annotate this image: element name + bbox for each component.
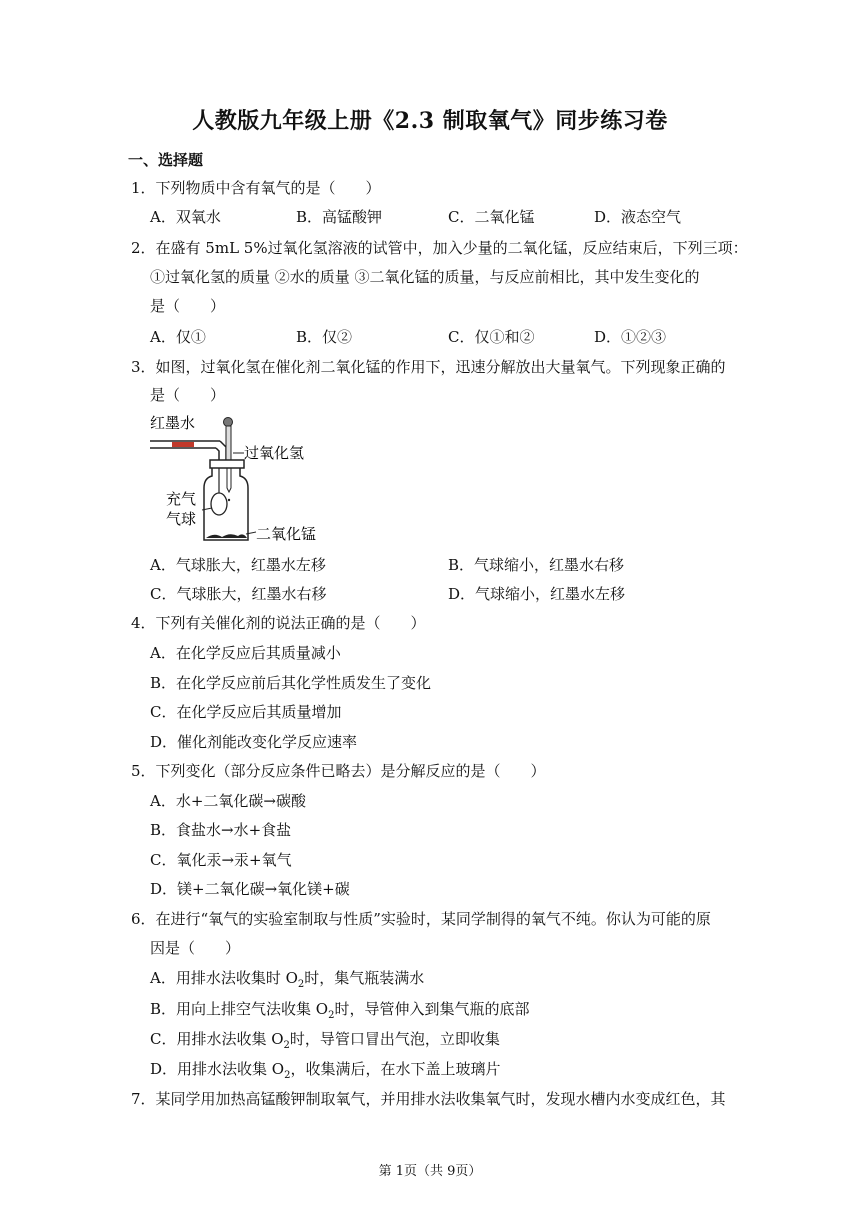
q2-option-c: C．仅①和② — [448, 328, 535, 346]
q1-option-a: A．双氧水 — [150, 208, 221, 226]
q6-option-b: B．用向上排空气法收集 $O_2$时，导管伸入到集气瓶的底部 — [150, 1000, 530, 1021]
q6-option-d: D．用排水法收集 $O_2$，收集满后，在水下盖上玻璃片 — [150, 1060, 501, 1081]
question-6-line-2: 因是（ ） — [150, 939, 241, 957]
section-heading: 一、选择题 — [128, 151, 204, 169]
q2-option-a: A．仅① — [150, 328, 206, 346]
page-footer: 第 1页（共 9页） — [378, 1164, 482, 1179]
q3-option-b: B．气球缩小，红墨水右移 — [448, 556, 625, 574]
red-ink-drop — [172, 442, 194, 447]
q4-option-c: C．在化学反应后其质量增加 — [150, 703, 342, 721]
label-manganese-dioxide: 二氧化锰 — [256, 525, 317, 543]
label-hydrogen-peroxide: 过氧化氢 — [244, 444, 305, 462]
q4-option-d: D．催化剂能改变化学反应速率 — [150, 733, 358, 751]
q4-option-b: B．在化学反应前后其化学性质发生了变化 — [150, 674, 432, 692]
label-balloon: 气球 — [166, 510, 197, 528]
q5-option-c: C．氧化汞→汞+氧气 — [150, 851, 292, 869]
question-3-line-2: 是（ ） — [150, 386, 226, 404]
tube-bend-inner — [216, 448, 219, 460]
q4-option-a: A．在化学反应后其质量减小 — [150, 644, 341, 662]
question-1: 1．下列物质中含有氧气的是（ ） — [131, 179, 381, 197]
question-4: 4．下列有关催化剂的说法正确的是（ ） — [131, 614, 426, 632]
question-2: 2．在盛有 5mL 5%过氧化氢溶液的试管中，加入少量的二氧化锰，反应结束后，下列三项： — [131, 239, 748, 257]
dropper-bulb — [224, 418, 233, 427]
q3-option-a: A．气球胀大，红墨水左移 — [150, 556, 326, 574]
q5-option-a: A．水+二氧化碳→碳酸 — [150, 792, 306, 810]
dropper-tip — [227, 468, 231, 492]
q5-option-b: B．食盐水→水+食盐 — [150, 821, 292, 839]
question-3: 3．如图，过氧化氢在催化剂二氧化锰的作用下，迅速分解放出大量氧气。下列现象正确的 — [131, 358, 726, 376]
label-inflated: 充气 — [166, 490, 197, 508]
apparatus-figure — [148, 408, 317, 548]
q6-option-c: C．用排水法收集 $O_2$时，导管口冒出气泡，立即收集 — [150, 1030, 500, 1051]
q3-option-c: C．气球胀大，红墨水右移 — [150, 585, 327, 603]
page-title: 人教版九年级上册《2.3 制取氧气》同步练习卷 — [192, 108, 668, 134]
question-2-line-2: ①过氧化氢的质量 ②水的质量 ③二氧化锰的质量，与反应前相比，其中发生变化的 — [150, 268, 700, 286]
stopper — [210, 460, 244, 468]
question-2-line-3: 是（ ） — [150, 297, 226, 315]
q5-option-d: D．镁+二氧化碳→氧化镁+碳 — [150, 880, 350, 898]
question-6: 6．在进行“氧气的实验室制取与性质”实验时，某同学制得的氧气不纯。你认为可能的原 — [131, 910, 711, 928]
q2-option-b: B．仅② — [296, 328, 353, 346]
q6-option-a: A．用排水法收集时 $O_2$时，集气瓶装满水 — [150, 969, 425, 990]
q2-option-d: D．①②③ — [594, 328, 667, 346]
balloon — [211, 493, 227, 515]
tube-bend — [220, 441, 226, 460]
q1-option-c: C．二氧化锰 — [448, 208, 535, 226]
q1-option-b: B．高锰酸钾 — [296, 208, 383, 226]
label-red-ink: 红墨水 — [150, 414, 196, 432]
question-7: 7．某同学用加热高锰酸钾制取氧气，并用排水法收集氧气时，发现水槽内水变成红色，其 — [131, 1090, 726, 1108]
q3-option-d: D．气球缩小，红墨水左移 — [448, 585, 626, 603]
q1-option-d: D．液态空气 — [594, 208, 682, 226]
manganese-dioxide — [206, 534, 247, 538]
question-5: 5．下列变化（部分反应条件已略去）是分解反应的是（ ） — [131, 762, 546, 780]
